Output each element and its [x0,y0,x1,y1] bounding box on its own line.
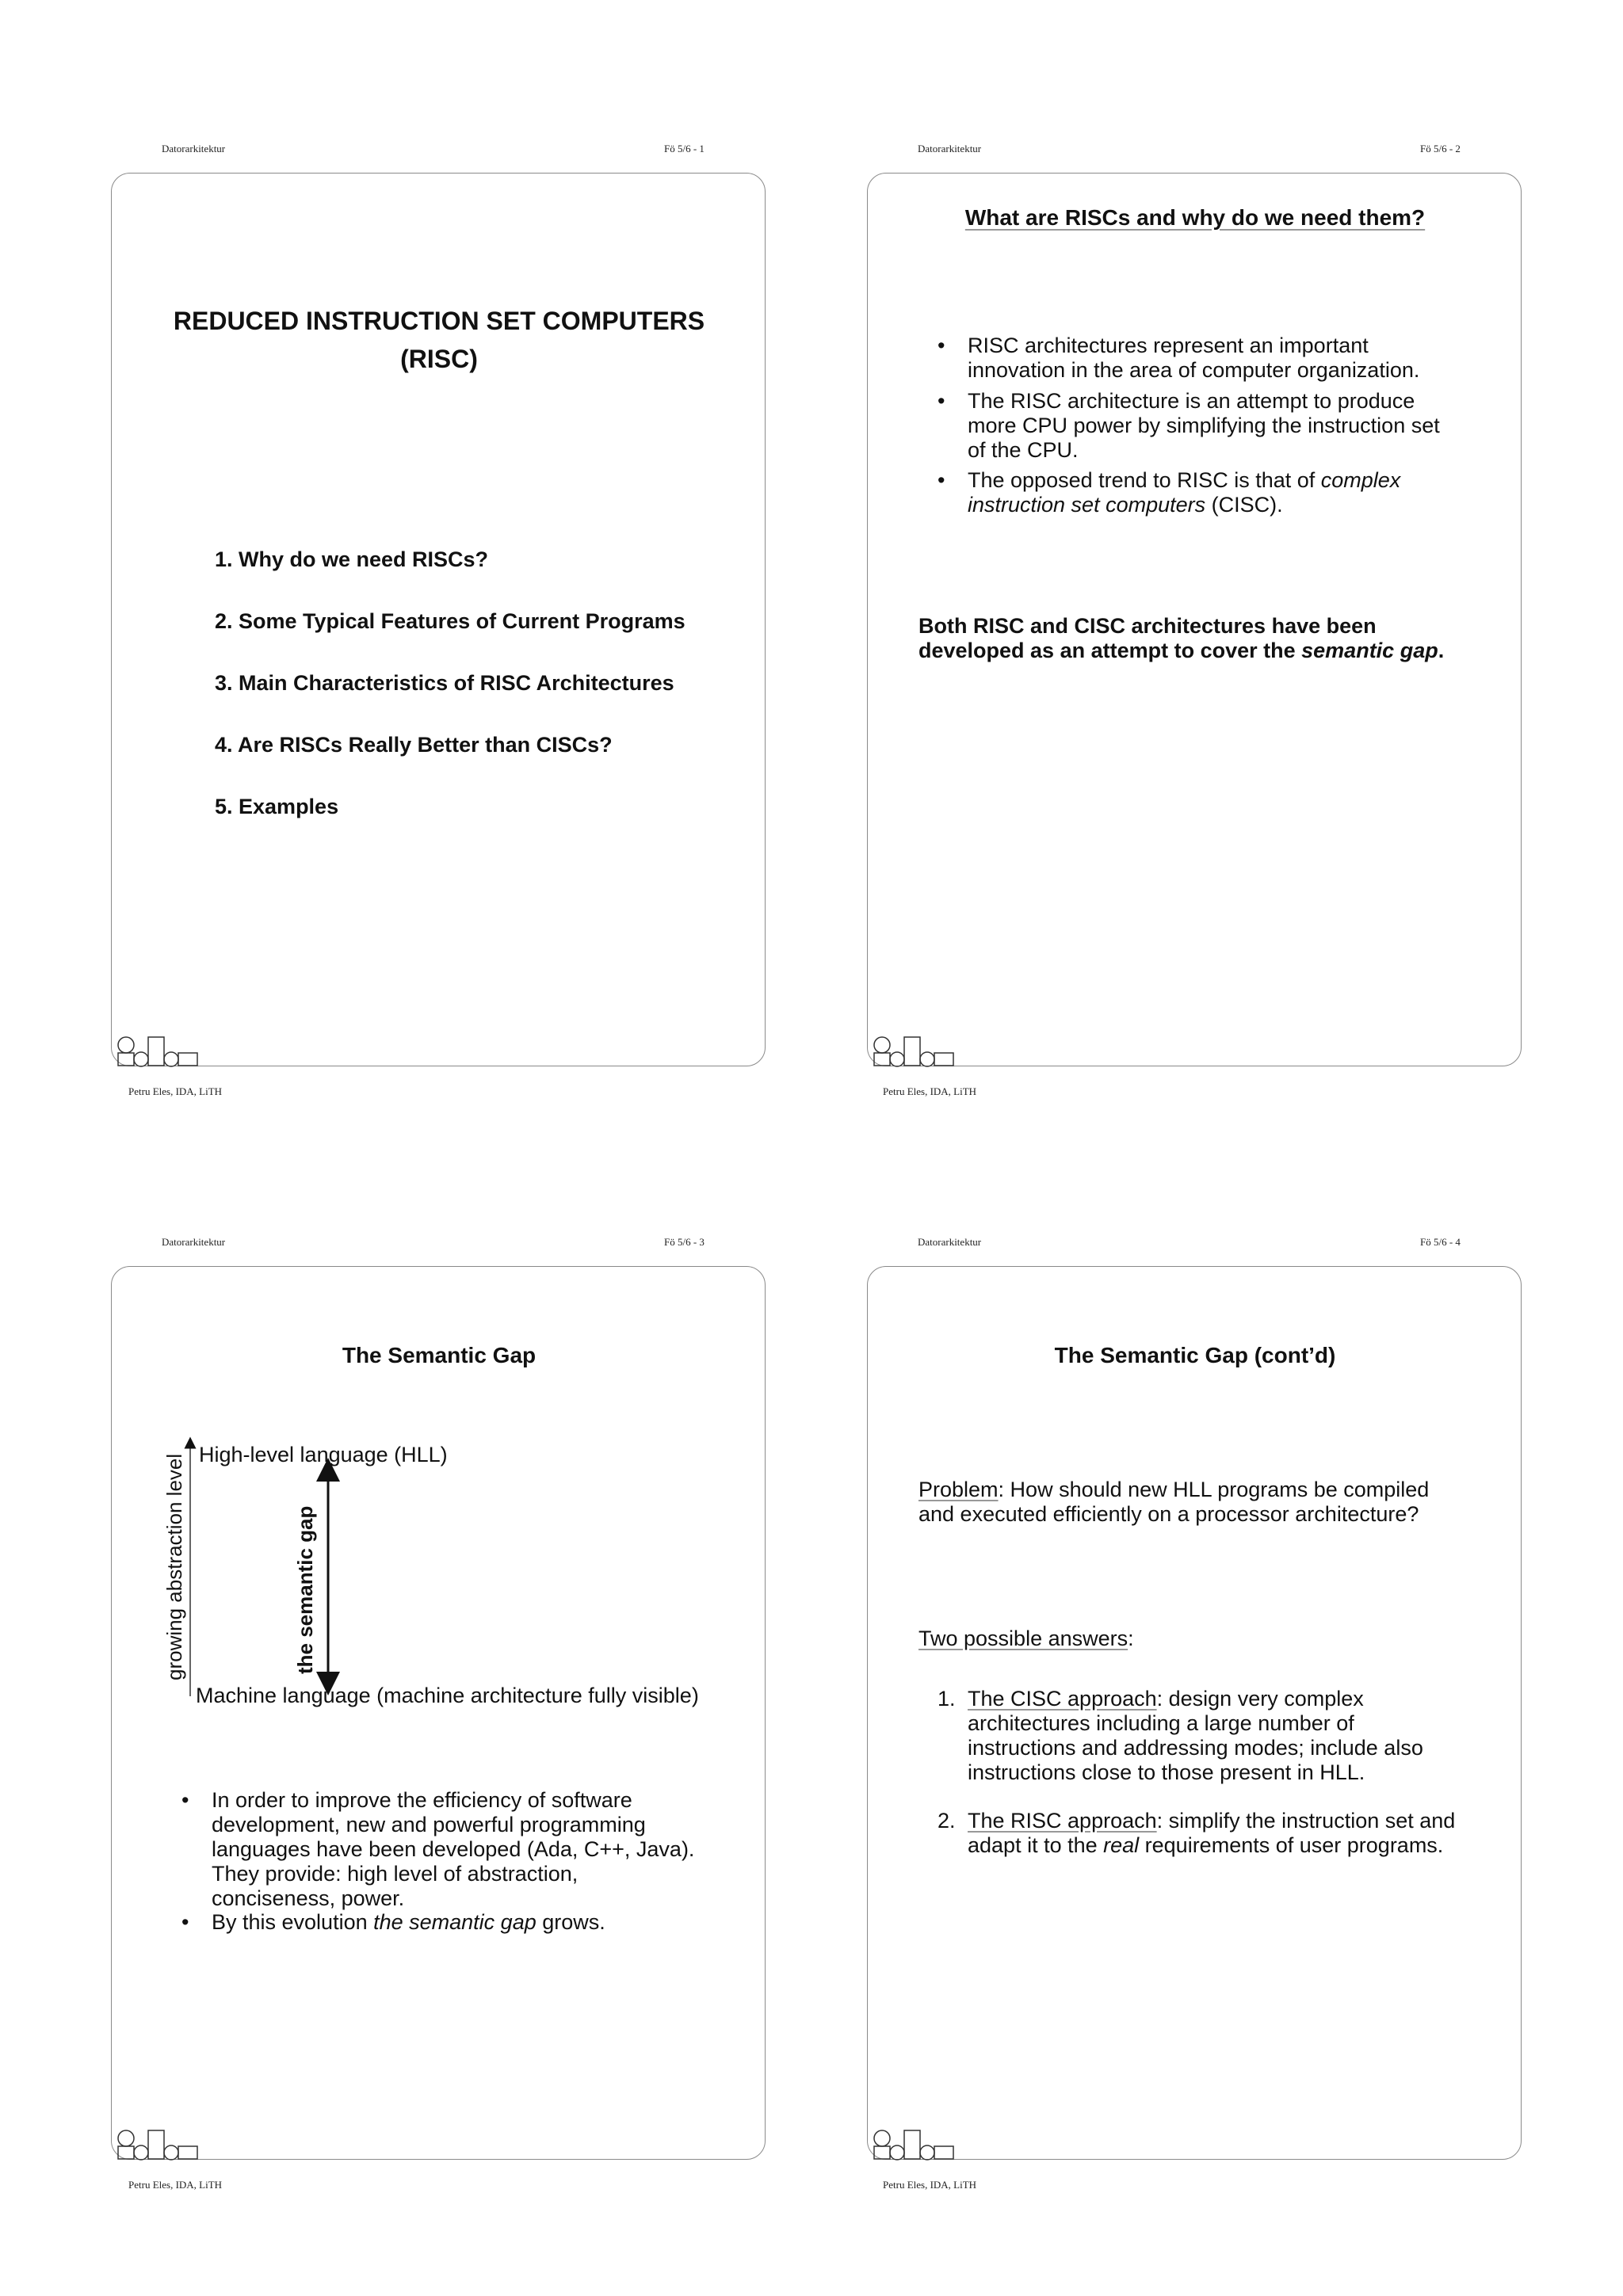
bullet-item [938,468,1508,524]
slide-title [112,302,766,378]
emphasis-text: the semantic gap [373,1910,537,1934]
text-line: development, new and powerful programming [212,1813,646,1836]
toc-item: 3. Main Characteristics of RISC Architectures [215,671,674,695]
text-line: They provide: high level of abstraction, [212,1862,579,1886]
emphasis-text: semantic gap [1301,639,1438,662]
text-line [212,1910,605,1935]
slide-4 [867,1266,1522,2160]
text-span: developed as an attempt to cover the [918,639,1302,662]
text-span: (CISC). [1205,493,1283,517]
bullet-dot: • [938,334,945,357]
text-line [968,1809,1455,1833]
slide-title: The Semantic Gap [342,1343,537,1367]
text-line: innovation in the area of computer organization. [968,358,1420,382]
slide-2 [867,173,1522,1066]
text-line [968,1687,1423,1711]
title-line: (RISC) [400,345,478,373]
bullet-item [938,334,1508,389]
course-header: Datorarkitektur [918,1236,982,1248]
slide-number: Fö 5/6 - 2 [1420,143,1461,154]
text-line: conciseness, power. [212,1886,405,1910]
emphasis-text: complex [1320,468,1401,492]
slide-number: Fö 5/6 - 4 [1420,1236,1461,1248]
approach-label: The RISC approach [968,1809,1157,1833]
bullet-dot: • [938,468,945,492]
slide-number: Fö 5/6 - 1 [664,143,705,154]
approach-label: The CISC approach [968,1687,1157,1711]
bullet-dot: • [181,1788,189,1812]
item-number: 2. [938,1809,956,1833]
axis-label: growing abstraction level [162,1453,186,1680]
text-span: adapt it to the [968,1833,1104,1857]
text-span: . [1438,639,1445,662]
bullet-item [181,1788,752,1915]
text-line: The RISC architecture is an attempt to produce [968,389,1415,413]
numbered-item [938,1687,1508,1790]
slide-number: Fö 5/6 - 3 [664,1236,705,1248]
text-span: : simplify the instruction set and [1156,1809,1456,1833]
author-footer: Petru Eles, IDA, LiTH [883,2179,977,2191]
text-span: : design very complex [1156,1687,1364,1711]
answers-heading [918,1627,1134,1651]
text-line [968,493,1400,517]
text-span: : [1128,1627,1134,1650]
machine-language-label: Machine language (machine architecture fully visible) [196,1684,699,1707]
slide-title: The Semantic Gap (cont’d) [1054,1343,1336,1367]
author-footer: Petru Eles, IDA, LiTH [883,1085,977,1097]
course-header: Datorarkitektur [162,143,226,154]
emphasis-text: instruction set computers [968,493,1206,517]
text-line: more CPU power by simplifying the instruction set [968,414,1440,437]
hll-label: High-level language (HLL) [199,1443,448,1466]
text-line: instructions close to those present in HLL. [968,1760,1365,1784]
toc-item: 2. Some Typical Features of Current Programs [215,609,685,633]
text-line [968,1833,1455,1858]
text-line: architectures including a large number of [968,1711,1354,1735]
text-span: requirements of user programs. [1139,1833,1444,1857]
text-line [918,1478,1429,1502]
course-header: Datorarkitektur [162,1236,226,1248]
text-span: The opposed trend to RISC is that of [968,468,1321,492]
text-line: languages have been developed (Ada, C++, Java). [212,1837,695,1861]
text-span: : How should new HLL programs be compiled [998,1478,1430,1501]
text-line: and executed efficiently on a processor architecture? [918,1502,1419,1526]
conclusion-text [918,614,1444,663]
problem-label: Problem [918,1478,999,1501]
text-line: of the CPU. [968,438,1079,462]
text-line: instructions and addressing modes; include also [968,1736,1423,1760]
emphasis-text: real [1103,1833,1140,1857]
author-footer: Petru Eles, IDA, LiTH [128,2179,223,2191]
toc-item: 1. Why do we need RISCs? [215,547,489,571]
gap-label: the semantic gap [293,1505,317,1674]
toc-item: 4. Are RISCs Really Better than CISCs? [215,733,613,757]
bullet-dot: • [938,389,945,413]
course-header: Datorarkitektur [918,143,982,154]
ida-logo-icon [116,2129,212,2161]
author-footer: Petru Eles, IDA, LiTH [128,1085,223,1097]
ida-logo-icon [116,1035,212,1067]
text-line [968,468,1400,493]
toc-item: 5. Examples [215,795,339,818]
title-line: REDUCED INSTRUCTION SET COMPUTERS [173,307,705,335]
slide-3 [111,1266,766,2160]
item-number: 1. [938,1687,956,1711]
text-span: grows. [536,1910,605,1934]
answers-label: Two possible answers [918,1627,1128,1650]
text-line: Both RISC and CISC architectures have been [918,614,1377,638]
text-line: In order to improve the efficiency of software [212,1788,632,1812]
slide-1 [111,173,766,1066]
text-span: By this evolution [212,1910,374,1934]
bullet-item [938,389,1508,468]
numbered-item [938,1809,1508,1864]
bullet-item [181,1910,752,1942]
bullet-dot: • [181,1910,189,1934]
ida-logo-icon [873,1035,968,1067]
slide-title: What are RISCs and why do we need them? [964,205,1426,230]
text-line: RISC architectures represent an important [968,334,1369,357]
text-line [918,639,1444,663]
problem-text [918,1478,1429,1527]
ida-logo-icon [873,2129,968,2161]
